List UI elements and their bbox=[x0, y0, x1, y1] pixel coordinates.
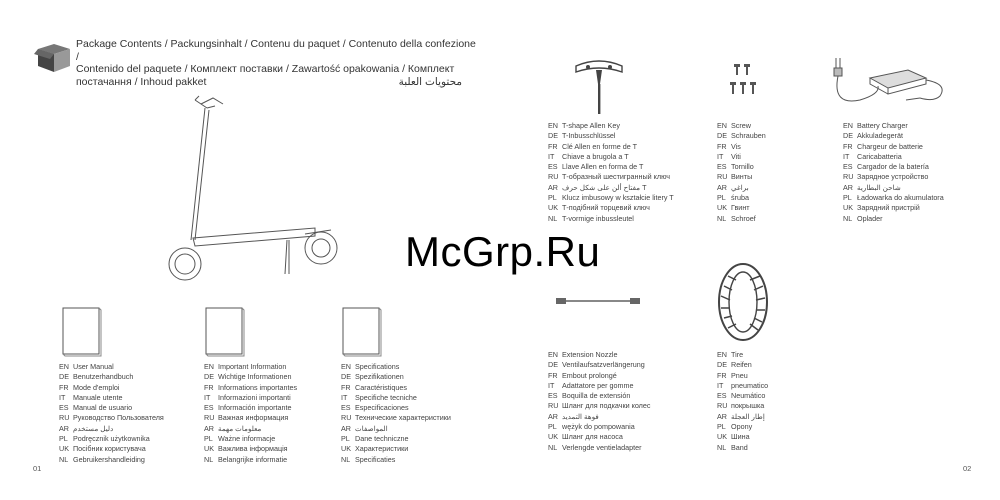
item-name: Verlengde ventieladapter bbox=[562, 442, 642, 452]
page-title: Package Contents / Packungsinhalt / Contenu du paquet / Contenuto della confezione / Contenido del paquete / Комплект поставки / Zawartość opakowania / Комплект постачання / Inhoud pakket محتويات العلبة bbox=[76, 38, 476, 88]
label-row bbox=[717, 350, 768, 360]
item-name: Винты bbox=[731, 172, 753, 182]
label-row bbox=[548, 183, 674, 193]
language-code: NL bbox=[341, 454, 351, 464]
screws-icon bbox=[728, 62, 762, 98]
screw-labels bbox=[717, 121, 766, 224]
item-name: Adattatore per gomme bbox=[562, 380, 634, 390]
language-code: AR bbox=[59, 423, 69, 433]
item-name: Зарядное устройство bbox=[857, 172, 929, 182]
language-code: PL bbox=[717, 422, 726, 432]
label-row bbox=[59, 383, 164, 393]
language-code: UK bbox=[548, 432, 558, 442]
language-code: EN bbox=[717, 121, 727, 130]
label-row bbox=[717, 371, 768, 381]
language-code: NL bbox=[717, 442, 727, 452]
item-name: المواصفات bbox=[355, 423, 388, 433]
language-code: ES bbox=[548, 391, 558, 401]
language-code: DE bbox=[548, 360, 558, 370]
label-row bbox=[204, 362, 297, 372]
tire-labels bbox=[717, 350, 768, 453]
page-number-left: 01 bbox=[33, 464, 42, 473]
language-code: FR bbox=[341, 382, 351, 392]
language-code: NL bbox=[717, 213, 727, 223]
label-row bbox=[548, 203, 674, 213]
item-name: Шланг для подкачки колес bbox=[562, 401, 651, 411]
label-row bbox=[341, 383, 451, 393]
item-name: Manual de usuario bbox=[73, 403, 133, 413]
language-code: PL bbox=[548, 193, 557, 203]
label-row bbox=[548, 443, 650, 453]
language-code: DE bbox=[341, 372, 351, 382]
user-manual-labels bbox=[59, 362, 164, 465]
label-row bbox=[548, 142, 674, 152]
nozzle-labels bbox=[548, 350, 650, 453]
user-manual-icon bbox=[62, 307, 102, 357]
language-code: EN bbox=[59, 362, 69, 371]
language-code: DE bbox=[717, 360, 727, 370]
label-row bbox=[843, 214, 944, 224]
item-name: Caricabatteria bbox=[857, 151, 902, 161]
item-name: Mode d'emploi bbox=[73, 382, 120, 392]
item-name: T-Inbusschlüssel bbox=[562, 131, 616, 141]
label-row bbox=[204, 372, 297, 382]
label-row bbox=[59, 424, 164, 434]
language-code: UK bbox=[717, 203, 727, 213]
label-row bbox=[204, 383, 297, 393]
allen-key-icon bbox=[572, 54, 626, 116]
language-code: RU bbox=[717, 401, 728, 411]
language-code: FR bbox=[717, 370, 727, 380]
label-row bbox=[204, 413, 297, 423]
label-row bbox=[717, 142, 766, 152]
language-code: RU bbox=[59, 413, 70, 423]
language-code: PL bbox=[341, 434, 350, 444]
language-code: RU bbox=[548, 172, 559, 182]
label-row bbox=[548, 121, 674, 131]
label-row bbox=[548, 214, 674, 224]
language-code: EN bbox=[341, 362, 351, 371]
label-row bbox=[717, 360, 768, 370]
specifications-labels bbox=[341, 362, 451, 465]
language-code: NL bbox=[59, 454, 69, 464]
label-row bbox=[843, 152, 944, 162]
label-row bbox=[717, 203, 766, 213]
item-name: Specifiche tecniche bbox=[355, 392, 417, 402]
item-name: Pneu bbox=[731, 370, 748, 380]
language-code: ES bbox=[717, 162, 727, 172]
language-code: IT bbox=[717, 151, 724, 161]
language-code: ES bbox=[843, 162, 853, 172]
item-name: Важная информация bbox=[218, 413, 289, 423]
label-row bbox=[548, 401, 650, 411]
language-code: ES bbox=[59, 403, 69, 413]
language-code: RU bbox=[717, 172, 728, 182]
label-row bbox=[717, 432, 768, 442]
label-row bbox=[843, 131, 944, 141]
language-code: NL bbox=[548, 213, 558, 223]
language-code: AR bbox=[341, 423, 351, 433]
item-name: Шланг для насоса bbox=[562, 432, 623, 442]
language-code: ES bbox=[548, 162, 558, 172]
item-name: Screw bbox=[731, 121, 751, 130]
language-code: EN bbox=[717, 350, 727, 359]
language-code: FR bbox=[548, 141, 558, 151]
language-code: PL bbox=[59, 434, 68, 444]
item-name: مفتاح ألن على شكل حرف T bbox=[562, 182, 647, 192]
language-code: RU bbox=[843, 172, 854, 182]
item-name: Wichtige Informationen bbox=[218, 372, 292, 382]
item-name: Ważne informacje bbox=[218, 434, 276, 444]
label-row bbox=[59, 413, 164, 423]
language-code: IT bbox=[204, 392, 211, 402]
label-row bbox=[548, 371, 650, 381]
label-row bbox=[717, 193, 766, 203]
label-row bbox=[717, 391, 768, 401]
item-name: Schroef bbox=[731, 213, 756, 223]
item-name: Oplader bbox=[857, 213, 883, 223]
language-code: IT bbox=[341, 392, 348, 402]
language-code: EN bbox=[843, 121, 853, 130]
package-box-icon bbox=[36, 40, 72, 74]
charger-labels bbox=[843, 121, 944, 224]
language-code: DE bbox=[843, 131, 853, 141]
language-code: AR bbox=[548, 182, 558, 192]
language-code: IT bbox=[548, 380, 555, 390]
item-name: Boquilla de extensión bbox=[562, 391, 631, 401]
item-name: Especificaciones bbox=[355, 403, 409, 413]
language-code: ES bbox=[341, 403, 351, 413]
language-code: FR bbox=[59, 382, 69, 392]
label-row bbox=[204, 393, 297, 403]
item-name: Reifen bbox=[731, 360, 752, 370]
item-name: Т-образный шестигранный ключ bbox=[562, 172, 671, 182]
language-code: UK bbox=[843, 203, 853, 213]
label-row bbox=[548, 193, 674, 203]
item-name: Viti bbox=[731, 151, 741, 161]
label-row bbox=[717, 152, 766, 162]
battery-charger-icon bbox=[830, 56, 950, 112]
item-name: Vis bbox=[731, 141, 741, 151]
item-name: Important Information bbox=[218, 362, 287, 371]
language-code: UK bbox=[548, 203, 558, 213]
label-row bbox=[843, 172, 944, 182]
item-name: Технические характеристики bbox=[355, 413, 451, 423]
label-row bbox=[717, 401, 768, 411]
language-code: DE bbox=[717, 131, 727, 141]
item-name: Руководство Пользователя bbox=[73, 413, 164, 423]
label-row bbox=[59, 434, 164, 444]
label-row bbox=[204, 455, 297, 465]
language-code: UK bbox=[59, 444, 69, 454]
item-name: شاحن البطارية bbox=[857, 182, 901, 192]
item-name: Schrauben bbox=[731, 131, 766, 141]
language-code: PL bbox=[717, 193, 726, 203]
item-name: Caractéristiques bbox=[355, 382, 407, 392]
language-code: FR bbox=[548, 370, 558, 380]
label-row bbox=[341, 434, 451, 444]
language-code: UK bbox=[341, 444, 351, 454]
item-name: Neumático bbox=[731, 391, 766, 401]
language-code: NL bbox=[204, 454, 214, 464]
language-code: EN bbox=[204, 362, 214, 371]
extension-nozzle-icon bbox=[556, 297, 640, 305]
language-code: NL bbox=[548, 442, 558, 452]
label-row bbox=[843, 142, 944, 152]
label-row bbox=[204, 434, 297, 444]
label-row bbox=[548, 152, 674, 162]
item-name: براغي bbox=[731, 182, 749, 192]
label-row bbox=[548, 162, 674, 172]
language-code: IT bbox=[59, 392, 66, 402]
label-row bbox=[843, 193, 944, 203]
label-row bbox=[548, 432, 650, 442]
label-row bbox=[548, 422, 650, 432]
label-row bbox=[59, 444, 164, 454]
item-name: Llave Allen en forma de T bbox=[562, 162, 644, 172]
important-info-labels bbox=[204, 362, 297, 465]
item-name: دليل مستخدم bbox=[73, 423, 114, 433]
label-row bbox=[717, 412, 768, 422]
item-name: Ventilaufsatzverlängerung bbox=[562, 360, 645, 370]
label-row bbox=[59, 455, 164, 465]
item-name: T-shape Allen Key bbox=[562, 121, 620, 130]
item-name: Klucz imbusowy w kształcie litery T bbox=[562, 193, 674, 203]
label-row bbox=[843, 183, 944, 193]
language-code: NL bbox=[843, 213, 853, 223]
label-row bbox=[59, 393, 164, 403]
label-row bbox=[843, 203, 944, 213]
label-row bbox=[204, 444, 297, 454]
language-code: DE bbox=[204, 372, 214, 382]
label-row bbox=[717, 121, 766, 131]
label-row bbox=[341, 393, 451, 403]
label-row bbox=[341, 455, 451, 465]
item-name: Opony bbox=[731, 422, 753, 432]
item-name: Specificaties bbox=[355, 454, 396, 464]
language-code: EN bbox=[548, 121, 558, 130]
language-code: FR bbox=[204, 382, 214, 392]
item-name: Podręcznik użytkownika bbox=[73, 434, 150, 444]
label-row bbox=[204, 424, 297, 434]
item-name: Gebruikershandleiding bbox=[73, 454, 145, 464]
item-name: Clé Allen en forme de T bbox=[562, 141, 637, 151]
label-row bbox=[717, 172, 766, 182]
item-name: Зарядний пристрій bbox=[857, 203, 920, 213]
label-row bbox=[59, 362, 164, 372]
language-code: DE bbox=[59, 372, 69, 382]
label-row bbox=[843, 121, 944, 131]
specifications-icon bbox=[342, 307, 382, 357]
item-name: Ładowarka do akumulatora bbox=[857, 193, 944, 203]
label-row bbox=[717, 381, 768, 391]
label-row bbox=[341, 403, 451, 413]
item-name: Battery Charger bbox=[857, 121, 908, 130]
label-row bbox=[717, 214, 766, 224]
item-name: Akkuladegerät bbox=[857, 131, 903, 141]
language-code: AR bbox=[204, 423, 214, 433]
scooter-illustration bbox=[155, 88, 355, 288]
item-name: wężyk do pompowania bbox=[562, 422, 635, 432]
label-row bbox=[548, 131, 674, 141]
item-name: Specifications bbox=[355, 362, 400, 371]
item-name: Informazioni importanti bbox=[218, 392, 291, 402]
language-code: AR bbox=[843, 182, 853, 192]
language-code: RU bbox=[204, 413, 215, 423]
item-name: Т-подібний торцевий ключ bbox=[562, 203, 650, 213]
label-row bbox=[341, 413, 451, 423]
language-code: PL bbox=[204, 434, 213, 444]
label-row bbox=[717, 162, 766, 172]
language-code: UK bbox=[204, 444, 214, 454]
language-code: RU bbox=[548, 401, 559, 411]
language-code: ES bbox=[717, 391, 727, 401]
item-name: Embout prolongé bbox=[562, 370, 617, 380]
language-code: ES bbox=[204, 403, 214, 413]
label-row bbox=[548, 360, 650, 370]
label-row bbox=[548, 391, 650, 401]
label-row bbox=[717, 183, 766, 193]
language-code: EN bbox=[548, 350, 558, 359]
watermark: McGrp.Ru bbox=[405, 228, 601, 275]
item-name: Extension Nozzle bbox=[562, 350, 618, 359]
label-row bbox=[717, 443, 768, 453]
item-name: śruba bbox=[731, 193, 749, 203]
language-code: AR bbox=[548, 411, 558, 421]
language-code: DE bbox=[548, 131, 558, 141]
language-code: UK bbox=[717, 432, 727, 442]
language-code: RU bbox=[341, 413, 352, 423]
item-name: Tire bbox=[731, 350, 744, 359]
item-name: Belangrijke informatie bbox=[218, 454, 288, 464]
item-name: فوهة التمديد bbox=[562, 411, 599, 421]
language-code: PL bbox=[548, 422, 557, 432]
language-code: PL bbox=[843, 193, 852, 203]
item-name: Informations importantes bbox=[218, 382, 298, 392]
label-row bbox=[548, 381, 650, 391]
important-info-icon bbox=[205, 307, 245, 357]
item-name: pneumatico bbox=[731, 380, 769, 390]
language-code: AR bbox=[717, 411, 727, 421]
language-code: IT bbox=[843, 151, 850, 161]
label-row bbox=[717, 422, 768, 432]
item-name: Посібник користувача bbox=[73, 444, 146, 454]
item-name: Шина bbox=[731, 432, 750, 442]
tire-icon bbox=[716, 262, 770, 342]
item-name: معلومات مهمة bbox=[218, 423, 262, 433]
allen-key-labels bbox=[548, 121, 674, 224]
label-row bbox=[843, 162, 944, 172]
item-name: Chargeur de batterie bbox=[857, 141, 923, 151]
item-name: Band bbox=[731, 442, 748, 452]
language-code: FR bbox=[843, 141, 853, 151]
label-row bbox=[548, 412, 650, 422]
label-row bbox=[59, 403, 164, 413]
label-row bbox=[548, 350, 650, 360]
label-row bbox=[341, 444, 451, 454]
label-row bbox=[717, 131, 766, 141]
language-code: IT bbox=[548, 151, 555, 161]
item-name: Chiave a brugola a T bbox=[562, 151, 629, 161]
language-code: AR bbox=[717, 182, 727, 192]
item-name: Información importante bbox=[218, 403, 292, 413]
item-name: покрышка bbox=[731, 401, 765, 411]
label-row bbox=[548, 172, 674, 182]
item-name: User Manual bbox=[73, 362, 114, 371]
label-row bbox=[341, 362, 451, 372]
item-name: T-vormige inbussleutel bbox=[562, 213, 634, 223]
label-row bbox=[204, 403, 297, 413]
page-number-right: 02 bbox=[963, 464, 972, 473]
item-name: Важлива інформація bbox=[218, 444, 288, 454]
label-row bbox=[59, 372, 164, 382]
item-name: Benutzerhandbuch bbox=[73, 372, 134, 382]
language-code: FR bbox=[717, 141, 727, 151]
language-code: IT bbox=[717, 380, 724, 390]
item-name: Manuale utente bbox=[73, 392, 123, 402]
label-row bbox=[341, 372, 451, 382]
item-name: Dane techniczne bbox=[355, 434, 409, 444]
item-name: Cargador de la batería bbox=[857, 162, 929, 172]
item-name: Tornillo bbox=[731, 162, 754, 172]
item-name: Характеристики bbox=[355, 444, 409, 454]
item-name: Spezifikationen bbox=[355, 372, 404, 382]
item-name: إطار العجلة bbox=[731, 411, 765, 421]
item-name: Гвинт bbox=[731, 203, 750, 213]
label-row bbox=[341, 424, 451, 434]
